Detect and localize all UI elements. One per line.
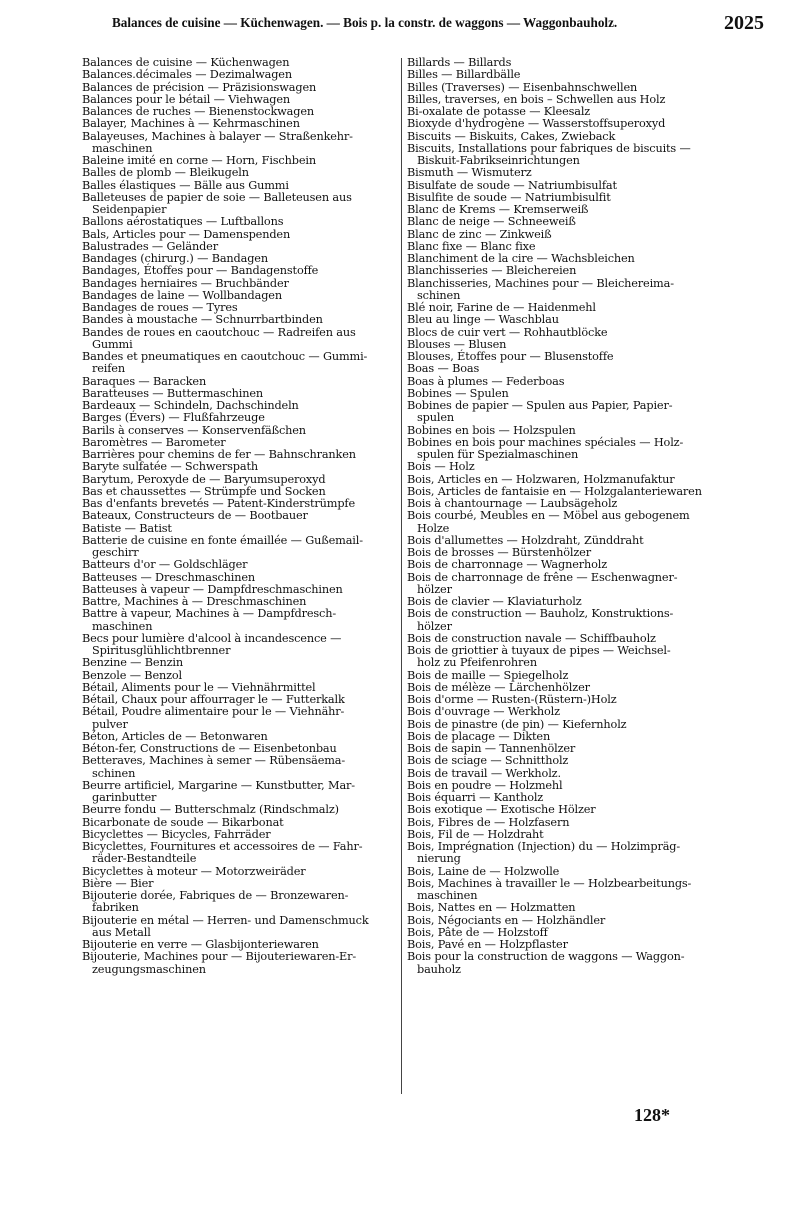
entry-text: Baromètres — Barometer [82,435,226,449]
entry-continuation: fabriken [92,901,139,915]
entry-text: Bijouterie en métal — Herren- und Damenschmuck [82,913,369,927]
index-entry [407,768,723,780]
index-entry [82,376,398,388]
entry-text: Batteuses — Dreschmaschinen [82,570,256,584]
index-entry [407,706,723,718]
entry-text: Bicarbonate de soude — Bikarbonat [82,815,284,829]
entry-text: Billes (Traverses) — Eisenbahnschwellen [407,80,638,94]
entry-text: Boas — Boas [407,362,480,376]
entry-continuation: holz zu Pfeifenrohren [417,656,537,670]
entry-text: Bobines — Spulen [407,386,509,400]
index-entry [407,69,723,81]
index-entry [82,780,398,805]
index-entry [407,118,723,130]
entry-text: Biscuits, Installations pour fabriques de biscuits — [407,141,691,155]
index-entry [407,278,723,303]
index-entry [407,400,723,425]
index-entry [82,180,398,192]
entry-continuation: hölzer [417,582,452,596]
entry-text: Bois, Fil de — Holzdraht [407,827,544,841]
entry-continuation: räder-Bestandteile [92,852,197,866]
entry-text: Bleu au linge — Waschblau [407,313,559,327]
index-entry [82,804,398,816]
index-entry [82,351,398,376]
index-entry [407,82,723,94]
entry-text: Bisulfite de soude — Natriumbisulfit [407,190,611,204]
signature-mark: 128* [634,1105,670,1125]
entry-text: Blanc fixe — Blanc fixe [407,239,536,253]
index-entry [407,951,723,976]
entry-text: Billes — Billardbälle [407,68,521,82]
entry-text: Béton, Articles de — Betonwaren [82,729,268,743]
index-entry [82,670,398,682]
index-entry [82,841,398,866]
index-entry [407,461,723,473]
entry-text: Blanchiment de la cire — Wachsbleichen [407,252,635,265]
page-number: 2025 [724,12,764,34]
entry-text: Boas à plumes — Federboas [407,374,565,388]
entry-text: Barytum, Peroxyde de — Baryumsuperoxyd [82,472,326,486]
index-entry [407,670,723,682]
entry-text: Bicyclettes, Fournitures et accessoires de — Fahr- [82,840,363,853]
entry-text: Blanchisseries, Machines pour — Bleichereima- [407,276,674,290]
index-entry [82,535,398,560]
entry-text: Bijouterie en verre — Glasbijonteriewaren [82,938,319,951]
entry-text: Bois, Pâte de — Holzstoff [407,925,548,939]
index-entry [407,143,723,168]
entry-text: Bandages (chirurg.) — Bandagen [82,252,268,265]
entry-text: Billes, traverses, en bois – Schwellen aus Holz [407,92,666,106]
entry-text: Bois en poudre — Holzmehl [407,778,563,792]
entry-continuation: maschinen [92,141,153,155]
entry-text: Bois, Articles de fantaisie en — Holzgalanteriewaren [407,484,702,498]
entry-text: Ballons aérostatiques — Luftballons [82,215,284,229]
right-column [407,57,723,976]
entry-text: Bois, Imprégnation (Injection) du — Holzimpräg- [407,840,681,853]
entry-text: Béton-fer, Constructions de — Eisenbetonbau [82,742,337,755]
entry-text: Becs pour lumière d'alcool à incandescence — [82,631,342,645]
index-entry [407,841,723,866]
index-entry [82,755,398,780]
index-entry [407,608,723,633]
entry-text: Bicyclettes à moteur — Motorzweiräder [82,864,306,878]
index-entry [407,878,723,903]
entry-text: Bois, Pavé en — Holzpflaster [407,938,568,951]
entry-text: Bandages herniaires — Bruchbänder [82,276,289,290]
index-entry [407,572,723,597]
entry-text: Betteraves, Machines à semer — Rübensäema- [82,754,346,768]
entry-text: Balles élastiques — Bälle aus Gummi [82,178,289,192]
entry-text: Bois d'ouvrage — Werkholz [407,705,560,719]
index-entry [82,82,398,94]
index-entry [407,915,723,927]
entry-text: Bois de clavier — Klaviaturholz [407,595,582,608]
index-entry [82,890,398,915]
index-entry [407,755,723,767]
entry-text: Barrières pour chemins de fer — Bahnschranken [82,448,356,461]
entry-continuation: schinen [92,766,136,780]
entry-text: Bioxyde d'hydrogène — Wasserstoffsuperoxyd [407,117,666,131]
index-entry [82,118,398,130]
entry-text: Benzole — Benzol [82,668,183,682]
index-entry [82,265,398,277]
index-entry [407,167,723,179]
entry-text: Bi-oxalate de potasse — Kleesalz [407,105,591,118]
entry-text: Bandes à moustache — Schnurrbartbinden [82,313,323,327]
entry-text: Battre à vapeur, Machines à — Dampfdresch- [82,607,337,621]
entry-text: Barils à conserves — Konservenfäßchen [82,423,306,437]
entry-text: Bois — Holz [407,460,475,474]
index-entry [82,131,398,156]
entry-text: Bobines en bois — Holzspulen [407,423,576,437]
entry-text: Bandages de laine — Wollbandagen [82,288,282,302]
index-entry [82,167,398,179]
index-entry [407,510,723,535]
entry-text: Bardeaux — Schindeln, Dachschindeln [82,399,299,412]
left-column [82,57,398,976]
index-entry [407,229,723,241]
entry-text: Batteurs d'or — Goldschläger [82,558,248,572]
index-entry [407,817,723,829]
index-entry [407,363,723,375]
entry-continuation: Gummi [92,337,133,351]
entry-text: Batteuses à vapeur — Dampfdreschmaschinen [82,582,343,596]
entry-continuation: aus Metall [92,925,151,939]
entry-text: Bobines en bois pour machines spéciales — Holz- [407,435,684,449]
entry-text: Batiste — Batist [82,521,172,535]
entry-text: Balayer, Machines à — Kehrmaschinen [82,117,300,131]
entry-text: Barges (Évers) — Flußfahrzeuge [82,411,265,425]
entry-text: Bandes de roues en caoutchouc — Radreifen aus [82,325,356,339]
entry-text: Benzine — Benzin [82,656,183,670]
index-entry [82,474,398,486]
entry-continuation: maschinen [92,619,153,633]
running-header: Balances de cuisine — Küchenwagen. — Bois p. la constr. de waggons — Waggonbauholz. [112,15,618,30]
entry-text: Bois, Fibres de — Holzfasern [407,815,570,829]
index-entry [407,437,723,462]
index-entry [82,229,398,241]
index-entry [82,951,398,976]
entry-text: Bois de pinastre (de pin) — Kiefernholz [407,717,627,731]
index-entry [82,278,398,290]
entry-text: Balances de ruches — Bienenstockwagen [82,105,315,118]
index-entry [407,265,723,277]
entry-text: Bas et chaussettes — Strümpfe und Socken [82,484,326,498]
entry-continuation: Holze [417,521,450,535]
index-entry [82,412,398,424]
entry-text: Balances de cuisine — Küchenwagen [82,56,290,69]
entry-text: Bois pour la construction de waggons — Waggon- [407,950,685,964]
index-entry [407,474,723,486]
entry-text: Bismuth — Wismuterz [407,166,532,180]
index-entry [407,327,723,339]
entry-continuation: Biskuit-Fabrikseinrichtungen [417,154,580,167]
entry-text: Balayeuses, Machines à balayer — Straßenkehr- [82,129,353,143]
index-entry [82,461,398,473]
entry-text: Bandages de roues — Tyres [82,301,238,314]
entry-text: Bois, Négociants en — Holzhändler [407,913,606,927]
entry-text: Bobines de papier — Spulen aus Papier, Papier- [407,399,673,412]
entry-text: Bois exotique — Exotische Hölzer [407,803,596,817]
entry-text: Bois de travail — Werkholz. [407,766,561,780]
entry-text: Blé noir, Farine de — Haidenmehl [407,301,596,314]
entry-text: Bois de sapin — Tannenhölzer [407,742,576,755]
entry-text: Baraques — Baracken [82,374,207,388]
entry-text: Bicyclettes — Bicycles, Fahrräder [82,827,271,841]
index-entry [82,817,398,829]
entry-text: Baleine imité en corne — Horn, Fischbein [82,154,316,167]
entry-text: Balleteuses de papier de soie — Balleteusen aus [82,190,352,204]
entry-text: Baryte sulfatée — Schwerspath [82,460,258,474]
index-entry [82,866,398,878]
entry-text: Bois, Machines à travailler le — Holzbearbeitungs- [407,876,692,890]
entry-text: Bisulfate de soude — Natriumbisulfat [407,178,617,192]
index-entry [82,314,398,326]
index-entry [407,902,723,914]
entry-text: Blanchisseries — Bleichereien [407,264,577,278]
index-entry [82,706,398,731]
index-entry [82,510,398,522]
index-entry [407,131,723,143]
entry-text: Bétail, Poudre alimentaire pour le — Viehnähr- [82,705,345,719]
entry-text: Bière — Bier [82,876,154,890]
entry-text: Bois d'allumettes — Holzdraht, Zünddraht [407,533,644,547]
index-entry [407,376,723,388]
entry-text: Bétail, Aliments pour le — Viehnährmittel [82,680,316,694]
index-entry [82,425,398,437]
index-entry [82,915,398,940]
index-entry [407,216,723,228]
entry-text: Balances de précision — Präzisionswagen [82,80,317,94]
index-entry [407,425,723,437]
entry-text: Blanc de Krems — Kremserweiß [407,203,589,216]
entry-text: Bois d'orme — Rusten-(Rüstern-)Holz [407,693,617,706]
entry-continuation: pulver [92,717,128,731]
index-entry [82,327,398,352]
index-entry [407,180,723,192]
entry-continuation: garinbutter [92,791,157,804]
entry-text: Biscuits — Biskuits, Cakes, Zwieback [407,129,616,143]
entry-text: Bois de sciage — Schnittholz [407,754,569,768]
index-entry [82,608,398,633]
entry-text: Battre, Machines à — Dreschmaschinen [82,595,307,608]
entry-text: Baratteuses — Buttermaschinen [82,386,264,400]
entry-continuation: bauholz [417,962,461,976]
column-divider [401,58,402,1094]
index-entry [407,719,723,731]
entry-continuation: schinen [417,288,461,302]
entry-continuation: geschirr [92,546,139,559]
index-entry [407,804,723,816]
entry-text: Bois de griottier à tuyaux de pipes — Weichsel- [407,644,671,657]
entry-text: Bois, Articles en — Holzwaren, Holzmanufaktur [407,472,675,486]
entry-text: Bois, Laine de — Holzwolle [407,864,560,878]
entry-text: Balances.décimales — Dezimalwagen [82,68,292,82]
entry-text: Bijouterie dorée, Fabriques de — Bronzewaren- [82,889,349,902]
entry-text: Bois de construction — Bauholz, Konstruktions- [407,607,674,621]
entry-text: Balles de plomb — Bleikugeln [82,166,249,180]
entry-continuation: reifen [92,362,125,376]
entry-text: Beurre artificiel, Margarine — Kunstbutter, Mar- [82,778,355,792]
index-entry [82,523,398,535]
entry-text: Bateaux, Constructeurs de — Bootbauer [82,509,308,523]
entry-continuation: maschinen [417,889,478,902]
entry-text: Bois de placage — Dikten [407,729,551,743]
entry-text: Bois de mélèze — Lärchenhölzer [407,680,590,694]
entry-continuation: zeugungsmaschinen [92,962,206,976]
entry-text: Blanc de zinc — Zinkweiß [407,227,552,241]
entry-continuation: Spiritusglühlichtbrenner [92,644,231,657]
entry-text: Bois de brosses — Bürstenhölzer [407,546,591,559]
entry-text: Blouses, Étoffes pour — Blusenstoffe [407,350,614,363]
entry-text: Bois, Nattes en — Holzmatten [407,901,576,915]
entry-text: Bois de maille — Spiegelholz [407,668,569,682]
entry-text: Billards — Billards [407,56,512,69]
index-entry [407,866,723,878]
entry-text: Bois de charronnage — Wagnerholz [407,558,608,572]
entry-continuation: spulen [417,411,454,425]
entry-text: Blanc de neige — Schneeweiß [407,215,576,229]
index-entry [82,559,398,571]
index-entry [82,69,398,81]
entry-text: Bois courbé, Meubles en — Möbel aus gebogenem [407,509,690,523]
entry-text: Blouses — Blusen [407,337,507,351]
entry-text: Bois de construction navale — Schiffbauholz [407,631,656,645]
index-entry [407,559,723,571]
entry-continuation: Seidenpapier [92,203,167,216]
entry-text: Bois à chantournage — Laubsägeholz [407,497,618,510]
index-entry [82,657,398,669]
entry-text: Balustrades — Geländer [82,239,218,253]
entry-text: Balances pour le bétail — Viehwagen [82,92,291,106]
entry-text: Blocs de cuir vert — Rohhautblöcke [407,325,608,339]
entry-text: Bois équarri — Kantholz [407,791,544,804]
entry-text: Beurre fondu — Butterschmalz (Rindschmalz) [82,803,339,817]
entry-text: Bois de charronnage de frêne — Eschenwagner- [407,570,678,584]
entry-text: Bijouterie, Machines pour — Bijouteriewaren-Er- [82,950,357,964]
index-entry [82,216,398,228]
index-entry [82,633,398,658]
entry-text: Bals, Articles pour — Damenspenden [82,227,291,241]
entry-continuation: hölzer [417,619,452,633]
entry-continuation: spulen für Spezialmaschinen [417,448,579,461]
entry-text: Bas d'enfants brevetés — Patent-Kinderstrümpfe [82,497,355,510]
index-entry [407,314,723,326]
entry-continuation: nierung [417,852,461,866]
entry-text: Batterie de cuisine en fonte émaillée — Gußemail- [82,533,363,547]
index-entry [82,192,398,217]
entry-text: Bandes et pneumatiques en caoutchouc — Gummi- [82,350,368,363]
index-entry [407,645,723,670]
index-entry [82,572,398,584]
entry-text: Bandages, Étoffes pour — Bandagenstoffe [82,264,319,278]
entry-text: Bétail, Chaux pour affourrager le — Futterkalk [82,693,345,706]
